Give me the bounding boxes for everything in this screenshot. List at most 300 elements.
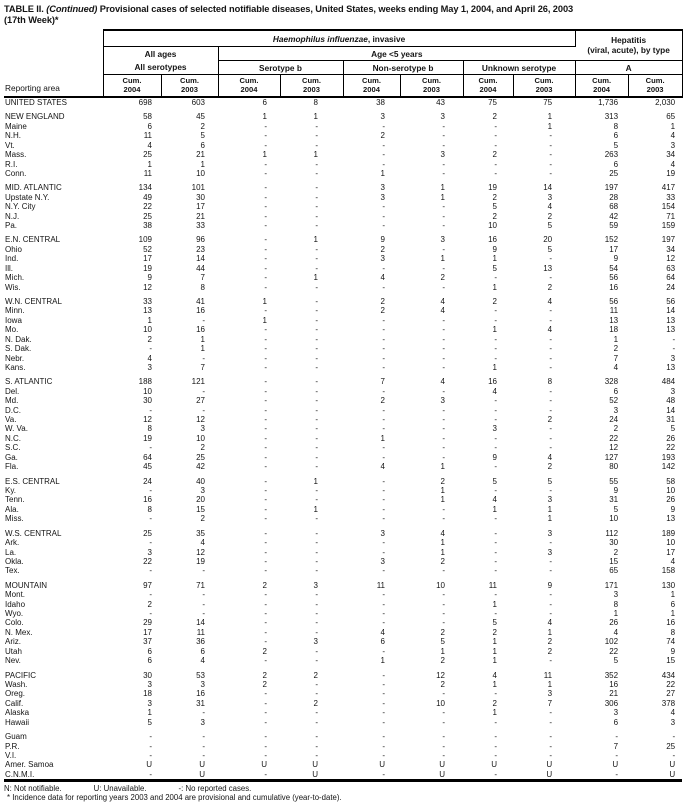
value-cell: - [382, 386, 385, 396]
value-cell: - [264, 405, 267, 415]
table-row [4, 718, 682, 727]
table-row [4, 335, 682, 344]
haemophilus-name-rest: , invasive [367, 33, 406, 44]
value-cell: U [513, 770, 575, 781]
value-cell: 101 [191, 183, 205, 193]
value-cell: - [315, 590, 318, 600]
value-cell: - [315, 415, 318, 425]
value-cell: - [264, 244, 267, 254]
value-cell: 3 [380, 112, 385, 122]
value-cell: 1 [262, 315, 267, 325]
value-cell: 26 [666, 495, 676, 505]
table-row [4, 245, 682, 254]
value-cell: - [494, 415, 497, 425]
value-cell: - [315, 452, 318, 462]
value-cell: 8 [147, 424, 152, 434]
value-cell: 3 [670, 140, 676, 150]
value-cell: - [382, 325, 385, 335]
col-header-cum-2003: Cum. 2003 [161, 75, 218, 97]
value-cell: 8 [200, 282, 205, 292]
value-cell: - [442, 732, 445, 742]
value-cell: - [264, 504, 267, 514]
value-cell: 2 [200, 514, 205, 524]
value-cell: U [628, 770, 682, 781]
value-cell: 63 [666, 263, 676, 273]
value-cell: - [315, 315, 318, 325]
value-cell: - [549, 405, 553, 415]
value-cell: - [442, 168, 445, 178]
row-label-cell: Pa. [5, 221, 18, 231]
value-cell: - [264, 325, 267, 335]
value-cell: - [494, 717, 497, 727]
value-cell: - [549, 433, 553, 443]
value-cell: - [442, 121, 445, 131]
col-header-cum-2003: Cum. 2003 [280, 75, 343, 97]
value-cell: - [315, 334, 318, 344]
col-header-cum-2004: Cum. 2004 [343, 75, 400, 97]
value-cell: - [315, 495, 318, 505]
value-cell: 9 [670, 646, 676, 656]
value-cell: 2 [492, 192, 497, 202]
value-cell: - [264, 202, 267, 212]
row-label-cell: Mont. [5, 590, 26, 600]
value-cell: 22 [609, 433, 619, 443]
value-cell: 1 [547, 627, 553, 637]
value-cell: 3 [440, 235, 445, 245]
row-label-cell: N.J. [5, 211, 20, 221]
value-cell: 121 [191, 377, 205, 387]
value-cell: - [315, 159, 318, 169]
value-cell: 24 [609, 415, 619, 425]
row-label-cell: PACIFIC [5, 670, 36, 680]
value-cell: 3 [670, 353, 676, 363]
table-row [4, 566, 682, 575]
value-cell: - [264, 538, 267, 548]
value-cell: - [264, 131, 267, 141]
value-cell: 152 [604, 235, 619, 245]
value-cell: - [202, 741, 205, 751]
value-cell: 3 [313, 580, 318, 590]
row-label-cell: N.H. [5, 131, 21, 141]
value-cell: U [261, 760, 267, 770]
value-cell: - [549, 750, 553, 760]
value-cell: - [315, 168, 318, 178]
value-cell: - [382, 670, 385, 680]
value-cell: 11 [196, 627, 205, 637]
table-row [4, 760, 682, 769]
value-cell: - [315, 462, 318, 472]
value-cell: 2 [262, 580, 267, 590]
value-cell: - [382, 698, 385, 708]
value-cell: - [264, 689, 267, 699]
value-cell: - [315, 131, 318, 141]
value-cell: - [442, 599, 445, 609]
value-cell: 31 [609, 495, 619, 505]
value-cell: 2 [380, 244, 385, 254]
value-cell: 2 [492, 112, 497, 122]
value-cell: 14 [666, 405, 676, 415]
value-cell: 2 [547, 462, 553, 472]
value-cell: - [494, 514, 497, 524]
value-cell: 3 [380, 183, 385, 193]
value-cell: 53 [196, 670, 205, 680]
value-cell: - [315, 296, 318, 306]
value-cell: 10 [143, 386, 152, 396]
value-cell: - [549, 273, 553, 283]
value-cell: 4 [492, 495, 497, 505]
value-cell: 4 [380, 627, 385, 637]
value-cell: 25 [143, 150, 152, 160]
value-cell: 2 [313, 670, 318, 680]
table-row [4, 590, 682, 599]
value-cell: - [264, 353, 267, 363]
value-cell: - [315, 680, 318, 689]
value-cell: - [202, 750, 205, 760]
value-cell: - [442, 618, 445, 628]
value-cell: - [442, 514, 445, 524]
value-cell: 197 [604, 183, 619, 193]
row-label-cell: N. Dak. [5, 334, 32, 344]
value-cell: 33 [196, 221, 205, 231]
value-cell: 5 [492, 618, 497, 628]
value-cell: 33 [666, 192, 676, 202]
row-label-cell: MID. ATLANTIC [5, 183, 62, 193]
reporting-area-header: Reporting area [4, 30, 103, 97]
value-cell: 2 [440, 476, 445, 486]
value-cell: - [382, 717, 385, 727]
value-cell: - [315, 325, 318, 335]
value-cell: 22 [143, 202, 152, 212]
value-cell: - [264, 528, 267, 538]
value-cell: - [382, 741, 385, 751]
table-row [4, 538, 682, 547]
value-cell: 74 [666, 637, 676, 647]
value-cell: - [315, 282, 318, 292]
value-cell: - [382, 495, 385, 505]
value-cell: - [315, 377, 318, 387]
value-cell: - [494, 443, 497, 453]
col-subgroup-unknown-serotype: Unknown serotype [463, 61, 575, 75]
table-row [4, 671, 682, 680]
value-cell: U [312, 760, 318, 770]
value-cell: - [382, 159, 385, 169]
value-cell: - [672, 334, 676, 344]
value-cell: 12 [196, 415, 205, 425]
value-cell: 142 [661, 462, 676, 472]
table-row [4, 202, 682, 211]
value-cell: - [549, 741, 553, 751]
value-cell: 102 [604, 637, 619, 647]
value-cell: 5 [200, 131, 205, 141]
value-cell: 1 [492, 680, 497, 689]
value-cell: 9 [613, 254, 619, 264]
row-label-cell: Colo. [5, 618, 24, 628]
value-cell: 16 [488, 377, 497, 387]
table-row [4, 283, 682, 292]
value-cell: - [315, 547, 318, 557]
value-cell: - [202, 386, 205, 396]
value-cell: 37 [143, 637, 152, 647]
value-cell: 55 [609, 476, 619, 486]
value-cell: - [382, 547, 385, 557]
value-cell: 4 [147, 140, 152, 150]
value-cell: 417 [661, 183, 676, 193]
value-cell: - [494, 609, 497, 619]
row-label-cell: Iowa [5, 315, 22, 325]
value-cell: 1 [492, 254, 497, 264]
row-label-cell: D.C. [5, 405, 21, 415]
value-cell: - [549, 315, 553, 325]
value-cell: 25 [666, 741, 676, 751]
value-cell: 5 [492, 476, 497, 486]
value-cell: 16 [666, 618, 676, 628]
value-cell: - [264, 183, 267, 193]
table-row [4, 628, 682, 637]
value-cell: - [382, 353, 385, 363]
value-cell: 6 [147, 656, 152, 666]
value-cell: - [382, 315, 385, 325]
value-cell: - [494, 121, 497, 131]
table-row [4, 354, 682, 363]
value-cell: 1 [670, 121, 676, 131]
row-label-cell: MOUNTAIN [5, 580, 48, 590]
table-row [4, 453, 682, 462]
value-cell: 52 [143, 244, 152, 254]
value-cell: 24 [666, 282, 676, 292]
value-cell: 27 [666, 689, 676, 699]
value-cell: - [615, 732, 619, 742]
value-cell: 13 [609, 315, 619, 325]
table-row [4, 462, 682, 471]
value-cell: - [264, 192, 267, 202]
value-cell: 10 [436, 698, 445, 708]
value-cell: - [202, 353, 205, 363]
value-cell: - [315, 344, 318, 354]
value-cell: 1 [440, 254, 445, 264]
value-cell: 3 [440, 112, 445, 122]
value-cell: - [264, 618, 267, 628]
value-cell: 10 [488, 221, 497, 231]
value-cell: 4 [147, 353, 152, 363]
value-cell: - [494, 750, 497, 760]
value-cell: 26 [609, 618, 619, 628]
value-cell: - [549, 656, 553, 666]
value-cell: - [382, 202, 385, 212]
value-cell: 109 [138, 235, 152, 245]
value-cell: 14 [666, 306, 676, 316]
value-cell: - [315, 741, 318, 751]
value-cell: 30 [143, 396, 152, 406]
value-cell: 6 [147, 121, 152, 131]
value-cell: - [442, 202, 445, 212]
value-cell: 7 [613, 353, 619, 363]
value-cell: - [264, 750, 267, 760]
value-cell: - [202, 732, 205, 742]
value-cell: 3 [492, 424, 497, 434]
value-cell: - [315, 396, 318, 406]
table-row [4, 160, 682, 169]
value-cell: - [264, 263, 267, 273]
table-row [4, 254, 682, 263]
value-cell: 16 [609, 680, 619, 689]
value-cell: - [264, 282, 267, 292]
row-label-cell: W. Va. [5, 424, 28, 434]
value-cell: 22 [609, 646, 619, 656]
value-cell: 11 [488, 580, 497, 590]
value-cell: - [549, 590, 553, 600]
value-cell: 16 [143, 495, 152, 505]
row-label-cell: E.N. CENTRAL [5, 235, 61, 245]
value-cell: - [264, 637, 267, 647]
value-cell: 193 [661, 452, 676, 462]
value-cell: 21 [609, 689, 619, 699]
value-cell: 2 [147, 599, 152, 609]
value-cell: - [494, 405, 497, 415]
value-cell: 3 [147, 362, 152, 372]
table-row [4, 486, 682, 495]
value-cell: 65 [666, 112, 676, 122]
row-label-cell: Ill. [5, 263, 13, 273]
value-cell: 75 [488, 98, 497, 107]
row-label-cell: UNITED STATES [5, 98, 67, 107]
value-cell: - [315, 202, 318, 212]
col-subgroup-hepatitis-a: A [575, 61, 682, 75]
value-cell: - [549, 362, 553, 372]
value-cell: - [382, 708, 385, 718]
value-cell: - [264, 698, 267, 708]
value-cell: 5 [547, 221, 553, 231]
table-row [4, 434, 682, 443]
value-cell: 5 [613, 140, 619, 150]
table-row [4, 396, 682, 405]
row-label-cell: N.Y. City [5, 202, 36, 212]
col-group-haemophilus [103, 30, 575, 47]
value-cell: - [218, 770, 280, 781]
value-cell: - [494, 140, 497, 150]
value-cell: - [494, 353, 497, 363]
row-label-cell: Utah [5, 646, 22, 656]
value-cell: 30 [609, 538, 619, 548]
value-cell: - [264, 566, 267, 576]
row-label-cell: Ark. [5, 538, 20, 548]
table-row [4, 529, 682, 538]
value-cell: 1 [380, 656, 385, 666]
col-group-age-under-5: Age <5 years [218, 47, 575, 61]
value-cell: - [442, 221, 445, 231]
value-cell: 1 [492, 599, 497, 609]
col-header-cum-2004: Cum. 2004 [218, 75, 280, 97]
value-cell: - [382, 646, 385, 656]
value-cell: 1 [200, 344, 205, 354]
table-row [4, 150, 682, 159]
value-cell: - [382, 263, 385, 273]
table-row [4, 377, 682, 386]
value-cell: - [264, 599, 267, 609]
table-row [4, 770, 682, 781]
value-cell: - [103, 770, 161, 781]
value-cell: - [315, 405, 318, 415]
value-cell: 603 [191, 98, 205, 107]
value-cell: - [494, 486, 497, 495]
row-label-cell: Minn. [5, 306, 25, 316]
value-cell: 3 [380, 192, 385, 202]
value-cell: 11 [609, 306, 619, 316]
value-cell: 7 [613, 741, 619, 751]
col-group-hepatitis [575, 30, 682, 61]
row-label-cell: E.S. CENTRAL [5, 476, 60, 486]
value-cell: 12 [609, 443, 619, 453]
value-cell: 1 [440, 183, 445, 193]
table-row [4, 221, 682, 230]
col-header-cum-2003: Cum. 2003 [628, 75, 682, 97]
value-cell: 7 [200, 273, 205, 283]
value-cell: 75 [543, 98, 553, 107]
value-cell: - [382, 362, 385, 372]
value-cell: 10 [436, 580, 445, 590]
value-cell: 13 [543, 263, 553, 273]
value-cell: 2 [492, 211, 497, 221]
row-label-cell: Mass. [5, 150, 27, 160]
value-cell: U [146, 760, 152, 770]
value-cell: 6 [670, 599, 676, 609]
value-cell: - [264, 168, 267, 178]
value-cell: 54 [609, 263, 619, 273]
value-cell: 698 [138, 98, 152, 107]
footnote-incidence: * Incidence data for reporting years 2003 and 2004 are provisional and cumulative (year-to-date). [7, 793, 342, 802]
row-label-cell: C.N.M.I. [4, 770, 103, 781]
value-cell: 2 [547, 282, 553, 292]
value-cell: 1 [492, 708, 497, 718]
value-cell: - [149, 609, 152, 619]
value-cell: - [202, 590, 205, 600]
value-cell: 13 [666, 514, 676, 524]
value-cell: - [264, 415, 267, 425]
value-cell: - [315, 689, 318, 699]
row-label-cell: Mo. [5, 325, 19, 335]
table-row [4, 637, 682, 646]
table-row [4, 609, 682, 618]
value-cell: 4 [613, 627, 619, 637]
value-cell: - [264, 590, 267, 600]
table-row [4, 344, 682, 353]
value-cell: 3 [613, 708, 619, 718]
value-cell: - [442, 405, 445, 415]
value-cell: 2,030 [655, 98, 676, 107]
table-row [4, 751, 682, 760]
value-cell: 1 [313, 273, 318, 283]
value-cell: 3 [200, 717, 205, 727]
value-cell: - [315, 183, 318, 193]
value-cell: - [202, 599, 205, 609]
value-cell: 5 [670, 424, 676, 434]
row-label-cell: Oreg. [5, 689, 26, 699]
hepatitis-label-line1: Hepatitis [611, 34, 647, 45]
value-cell: 378 [661, 698, 676, 708]
value-cell: - [494, 396, 497, 406]
value-cell: - [264, 306, 267, 316]
value-cell: - [549, 131, 553, 141]
value-cell: 34 [666, 150, 676, 160]
value-cell: 2 [262, 670, 267, 680]
value-cell: 2 [380, 306, 385, 316]
value-cell: - [442, 334, 445, 344]
value-cell: 16 [488, 235, 497, 245]
value-cell: - [264, 221, 267, 231]
value-cell: 1 [313, 235, 318, 245]
value-cell: 21 [196, 211, 205, 221]
value-cell: 20 [196, 495, 205, 505]
value-cell: 24 [143, 476, 152, 486]
